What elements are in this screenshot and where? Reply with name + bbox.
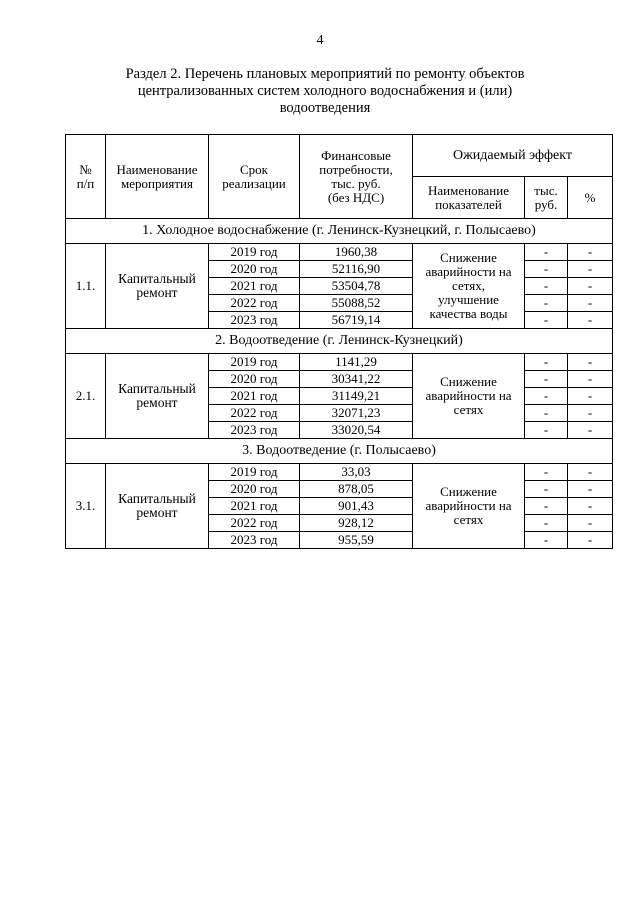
year-cell: 2019 год — [209, 354, 300, 371]
effect-description-line: аварийности на — [425, 264, 512, 279]
year-cell: 2023 год — [209, 532, 300, 549]
amount-cell: 33,03 — [300, 464, 413, 481]
section-title-line: централизованных систем холодного водоснабжения и (или) — [137, 83, 513, 99]
thousand-rub-cell: - — [525, 295, 568, 312]
section-title — [90, 66, 560, 117]
amount-cell: 56719,14 — [300, 312, 413, 329]
thousand-rub-cell: - — [525, 498, 568, 515]
percent-cell: - — [568, 278, 613, 295]
item-number: 1.1. — [66, 244, 106, 329]
item-name-line: ремонт — [136, 285, 178, 300]
item-name-line: ремонт — [136, 505, 178, 520]
amount-cell: 33020,54 — [300, 422, 413, 439]
amount-cell: 955,59 — [300, 532, 413, 549]
amount-cell: 32071,23 — [300, 405, 413, 422]
percent-cell: - — [568, 261, 613, 278]
section-title-line: водоотведения — [279, 100, 371, 116]
amount-cell: 31149,21 — [300, 388, 413, 405]
amount-cell: 928,12 — [300, 515, 413, 532]
effect-description-line: сетях, — [452, 278, 485, 293]
year-cell: 2022 год — [209, 515, 300, 532]
amount-cell: 1960,38 — [300, 244, 413, 261]
group-title-row — [66, 219, 613, 244]
effect-description-line: Снижение — [440, 250, 497, 265]
effect-description-line: Снижение — [440, 374, 497, 389]
percent-cell: - — [568, 464, 613, 481]
group-title: 1. Холодное водоснабжение (г. Ленинск-Кузнецкий, г. Полысаево) — [66, 219, 613, 244]
item-name-line: Капитальный — [118, 381, 196, 396]
amount-cell: 878,05 — [300, 481, 413, 498]
year-cell: 2021 год — [209, 388, 300, 405]
percent-cell: - — [568, 515, 613, 532]
percent-cell: - — [568, 388, 613, 405]
year-cell: 2020 год — [209, 481, 300, 498]
effect-description-line: сетях — [453, 512, 484, 527]
year-cell: 2021 год — [209, 278, 300, 295]
amount-cell: 901,43 — [300, 498, 413, 515]
thousand-rub-cell: - — [525, 405, 568, 422]
thousand-rub-cell: - — [525, 422, 568, 439]
thousand-rub-cell: - — [525, 388, 568, 405]
item-name — [106, 354, 209, 439]
thousand-rub-cell: - — [525, 464, 568, 481]
group-title: 2. Водоотведение (г. Ленинск-Кузнецкий) — [66, 329, 613, 354]
table-row — [66, 244, 613, 261]
header-indicator-names: Наименование показателей — [413, 177, 525, 219]
effect-description — [413, 244, 525, 329]
percent-cell: - — [568, 244, 613, 261]
table-row — [66, 464, 613, 481]
year-cell: 2019 год — [209, 464, 300, 481]
percent-cell: - — [568, 371, 613, 388]
item-name-line: Капитальный — [118, 271, 196, 286]
amount-cell: 52116,90 — [300, 261, 413, 278]
percent-cell: - — [568, 481, 613, 498]
thousand-rub-cell: - — [525, 261, 568, 278]
item-number: 2.1. — [66, 354, 106, 439]
year-cell: 2019 год — [209, 244, 300, 261]
effect-description — [413, 354, 525, 439]
header-finance: Финансовые потребности, тыс. руб. (без НДС) — [300, 135, 413, 219]
percent-cell: - — [568, 405, 613, 422]
header-name: Наименование мероприятия — [106, 135, 209, 219]
effect-description — [413, 464, 525, 549]
thousand-rub-cell: - — [525, 371, 568, 388]
thousand-rub-cell: - — [525, 354, 568, 371]
percent-cell: - — [568, 312, 613, 329]
header-effect: Ожидаемый эффект — [413, 135, 613, 177]
header-num: № п/п — [66, 135, 106, 219]
percent-cell: - — [568, 354, 613, 371]
thousand-rub-cell: - — [525, 244, 568, 261]
header-percent: % — [568, 177, 613, 219]
header-thousand-rub: тыс. руб. — [525, 177, 568, 219]
year-cell: 2023 год — [209, 312, 300, 329]
effect-description-line: улучшение — [438, 292, 499, 307]
item-name — [106, 464, 209, 549]
year-cell: 2022 год — [209, 405, 300, 422]
amount-cell: 55088,52 — [300, 295, 413, 312]
percent-cell: - — [568, 498, 613, 515]
thousand-rub-cell: - — [525, 515, 568, 532]
percent-cell: - — [568, 422, 613, 439]
thousand-rub-cell: - — [525, 278, 568, 295]
item-name-line: Капитальный — [118, 491, 196, 506]
effect-description-line: аварийности на — [425, 498, 512, 513]
thousand-rub-cell: - — [525, 312, 568, 329]
thousand-rub-cell: - — [525, 532, 568, 549]
section-title-line: Раздел 2. Перечень плановых мероприятий по ремонту объектов — [125, 66, 525, 82]
table-row — [66, 354, 613, 371]
year-cell: 2020 год — [209, 261, 300, 278]
group-title: 3. Водоотведение (г. Полысаево) — [66, 439, 613, 464]
header-row — [66, 135, 613, 177]
page-number: 4 — [316, 33, 324, 48]
year-cell: 2021 год — [209, 498, 300, 515]
item-name-line: ремонт — [136, 395, 178, 410]
item-name — [106, 244, 209, 329]
percent-cell: - — [568, 295, 613, 312]
measures-table — [65, 134, 613, 549]
percent-cell: - — [568, 532, 613, 549]
item-number: 3.1. — [66, 464, 106, 549]
year-cell: 2023 год — [209, 422, 300, 439]
group-title-row — [66, 329, 613, 354]
effect-description-line: сетях — [453, 402, 484, 417]
effect-description-line: качества воды — [429, 306, 508, 321]
effect-description-line: Снижение — [440, 484, 497, 499]
thousand-rub-cell: - — [525, 481, 568, 498]
amount-cell: 1141,29 — [300, 354, 413, 371]
amount-cell: 53504,78 — [300, 278, 413, 295]
header-term: Срок реализации — [209, 135, 300, 219]
group-title-row — [66, 439, 613, 464]
amount-cell: 30341,22 — [300, 371, 413, 388]
year-cell: 2022 год — [209, 295, 300, 312]
year-cell: 2020 год — [209, 371, 300, 388]
effect-description-line: аварийности на — [425, 388, 512, 403]
